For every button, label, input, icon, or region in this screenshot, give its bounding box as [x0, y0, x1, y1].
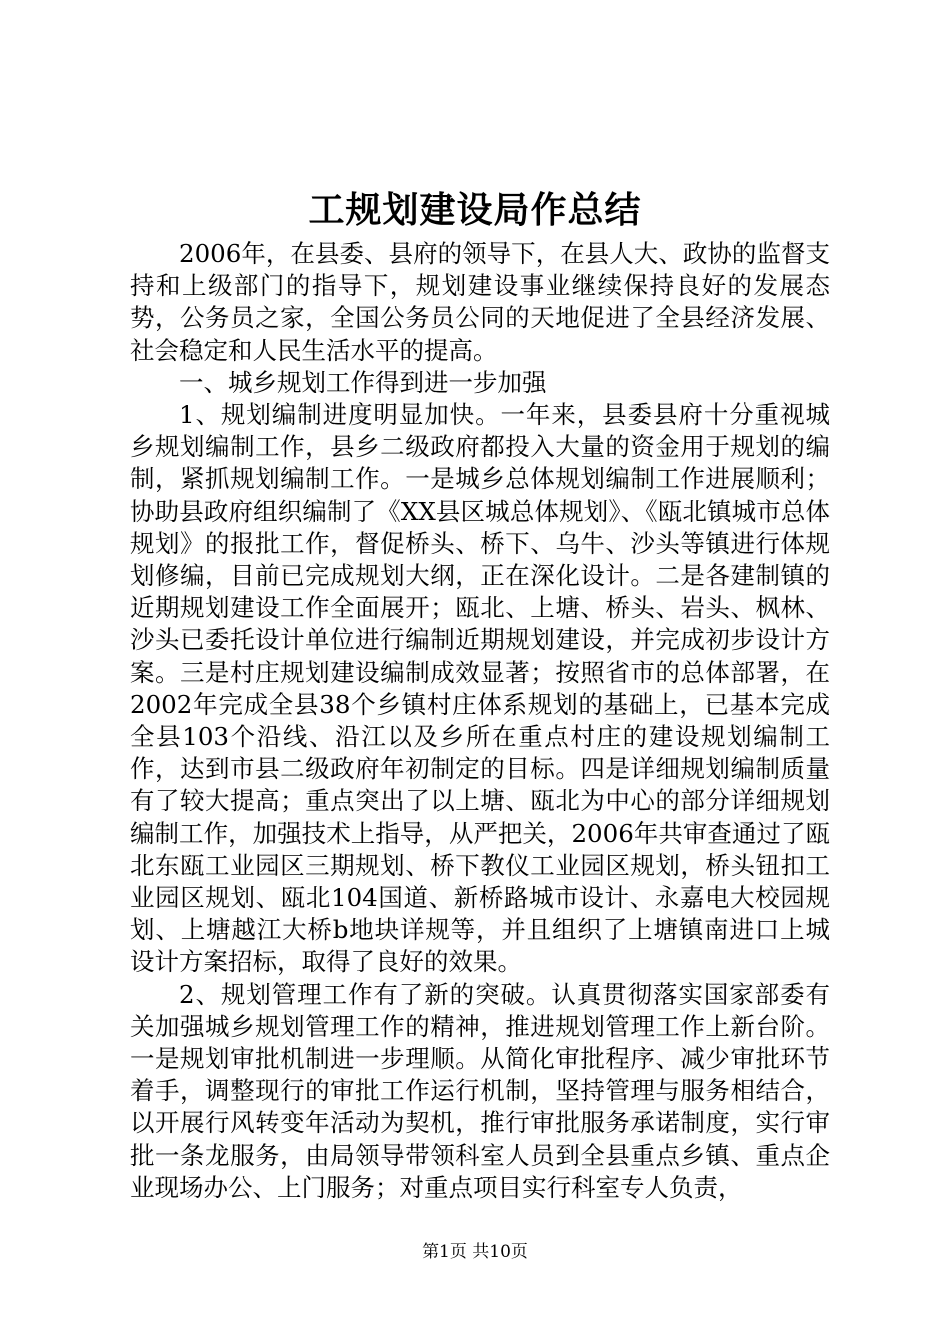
paragraph-planning-compilation: 1、规划编制进度明显加快。一年来，县委县府十分重视城乡规划编制工作，县乡二级政府都投入大量的资金用于规划的编制，紧抓规划编制工作。一是城乡总体规划编制工作进展顺利；协助县政府组织编制了《XX县区城总体规划》、《瓯北镇城市总体规划》的报批工作，督促桥头、桥下、乌牛、沙头等镇进行体规划修编，目前已完成规划大纲，正在深化设计。二是各建制镇的近期规划建设工作全面展开；瓯北、上塘、桥头、岩头、枫林、沙头已委托设计单位进行编制近期规划建设，并完成初步设计方案。三是村庄规划建设编制成效显著；按照省市的总体部署，在2002年完成全县38个乡镇村庄体系规划的基础上，已基本完成全县103个沿线、沿江以及乡所在重点村庄的建设规划编制工作，达到市县二级政府年初制定的目标。四是详细规划编制质量有了较大提高；重点突出了以上塘、瓯北为中心的部分详细规划编制工作，加强技术上指导，从严把关，2006年共审查通过了瓯北东瓯工业园区三期规划、桥下教仪工业园区规划，桥头钮扣工业园区规划、瓯北104国道、新桥路城市设计、永嘉电大校园规划、上塘越江大桥b地块详规等，并且组织了上塘镇南进口上城设计方案招标，取得了良好的效果。 — [130, 400, 830, 977]
section-heading: 一、城乡规划工作得到进一步加强 — [179, 367, 547, 397]
page-number: 第1页 共10页 — [422, 1242, 528, 1262]
document-body — [130, 238, 830, 1204]
document-title: 工规划建设局作总结 — [308, 189, 642, 231]
paragraph-intro: 2006年，在县委、县府的领导下，在县人大、政协的监督支持和上级部门的指导下，规划建设事业继续保持良好的发展态势，公务员之家，全国公务员公同的天地促进了全县经济发展、社会稳定和人民生活水平的提高。 — [130, 239, 830, 365]
paragraph-planning-management: 2、规划管理工作有了新的突破。认真贯彻落实国家部委有关加强城乡规划管理工作的精神，推进规划管理工作上新台阶。一是规划审批机制进一步理顺。从简化审批程序、减少审批环节着手，调整现行的审批工作运行机制，坚持管理与服务相结合，以开展行风转变年活动为契机，推行审批服务承诺制度，实行审批一条龙服务，由局领导带领科室人员到全县重点乡镇、重点企业现场办公、上门服务；对重点项目实行科室专人负责， — [130, 979, 830, 1202]
